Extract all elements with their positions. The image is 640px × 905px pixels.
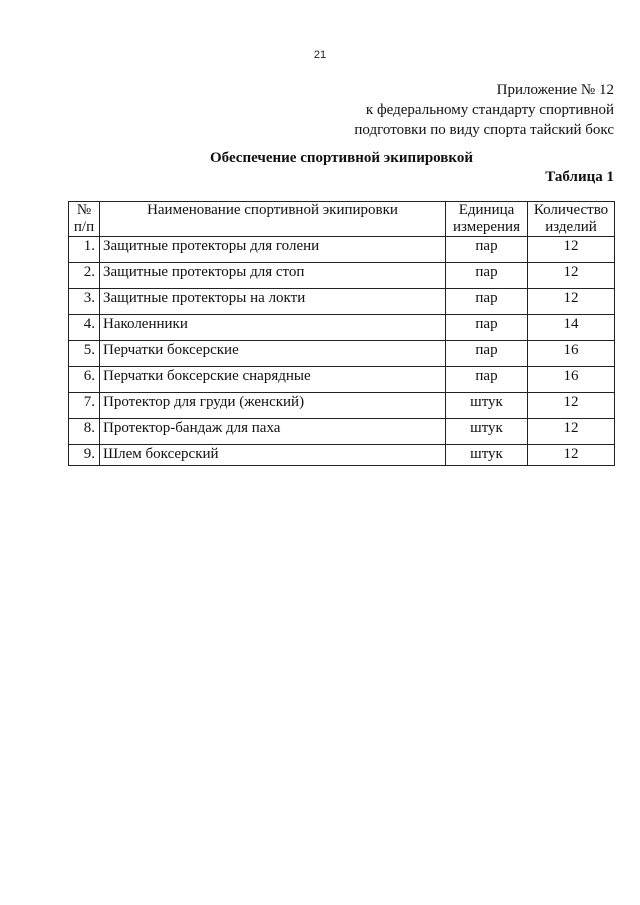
appendix-line-2: к федеральному стандарту спортивной xyxy=(365,102,614,118)
table-row xyxy=(69,341,615,367)
table-row xyxy=(69,315,615,341)
header-quantity xyxy=(528,202,615,237)
row-name: Наколенники xyxy=(100,315,446,341)
table-row xyxy=(69,263,615,289)
appendix-line-1: Приложение № 12 xyxy=(496,82,614,98)
row-quantity: 16 xyxy=(528,341,615,367)
table-header-row xyxy=(69,202,615,237)
row-name: Защитные протекторы на локти xyxy=(100,289,446,315)
row-name: Защитные протекторы для стоп xyxy=(100,263,446,289)
header-number-line-1: № xyxy=(76,202,92,218)
row-unit: пар xyxy=(446,315,528,341)
row-quantity: 12 xyxy=(528,393,615,419)
appendix-line-3: подготовки по виду спорта тайский бокс xyxy=(354,122,614,138)
row-quantity: 12 xyxy=(528,263,615,289)
row-name: Перчатки боксерские xyxy=(100,341,446,367)
row-number: 2. xyxy=(69,263,100,289)
table-row xyxy=(69,289,615,315)
header-quantity-line-1: Количество xyxy=(533,202,609,218)
appendix-reference xyxy=(354,80,614,140)
row-name: Защитные протекторы для голени xyxy=(100,237,446,263)
row-number: 9. xyxy=(69,445,100,466)
header-number-line-2: п/п xyxy=(73,219,95,235)
row-unit: пар xyxy=(446,263,528,289)
row-quantity: 12 xyxy=(528,445,615,466)
header-unit xyxy=(446,202,528,237)
row-name: Протектор-бандаж для паха xyxy=(100,419,446,445)
row-quantity: 12 xyxy=(528,419,615,445)
row-number: 6. xyxy=(69,367,100,393)
row-quantity: 12 xyxy=(528,289,615,315)
table-row xyxy=(69,237,615,263)
row-unit: пар xyxy=(446,367,528,393)
row-number: 1. xyxy=(69,237,100,263)
row-number: 7. xyxy=(69,393,100,419)
row-name: Перчатки боксерские снарядные xyxy=(100,367,446,393)
row-quantity: 14 xyxy=(528,315,615,341)
table-caption: Таблица 1 xyxy=(545,169,614,185)
header-name: Наименование спортивной экипировки xyxy=(100,202,446,237)
row-unit: пар xyxy=(446,237,528,263)
header-number xyxy=(69,202,100,237)
row-unit: пар xyxy=(446,341,528,367)
table-row xyxy=(69,393,615,419)
header-unit-line-1: Единица xyxy=(458,202,515,218)
row-name: Протектор для груди (женский) xyxy=(100,393,446,419)
row-number: 8. xyxy=(69,419,100,445)
row-name: Шлем боксерский xyxy=(100,445,446,466)
row-quantity: 12 xyxy=(528,237,615,263)
row-number: 3. xyxy=(69,289,100,315)
document-title: Обеспечение спортивной экипировкой xyxy=(209,150,473,166)
header-unit-line-2: измерения xyxy=(452,219,520,235)
page-number: 21 xyxy=(313,49,327,61)
table-row xyxy=(69,419,615,445)
row-unit: пар xyxy=(446,289,528,315)
row-number: 5. xyxy=(69,341,100,367)
row-quantity: 16 xyxy=(528,367,615,393)
row-number: 4. xyxy=(69,315,100,341)
equipment-table xyxy=(68,201,615,466)
table-row xyxy=(69,445,615,466)
header-quantity-line-2: изделий xyxy=(545,219,597,235)
table-row xyxy=(69,367,615,393)
row-unit: штук xyxy=(446,393,528,419)
row-unit: штук xyxy=(446,419,528,445)
row-unit: штук xyxy=(446,445,528,466)
